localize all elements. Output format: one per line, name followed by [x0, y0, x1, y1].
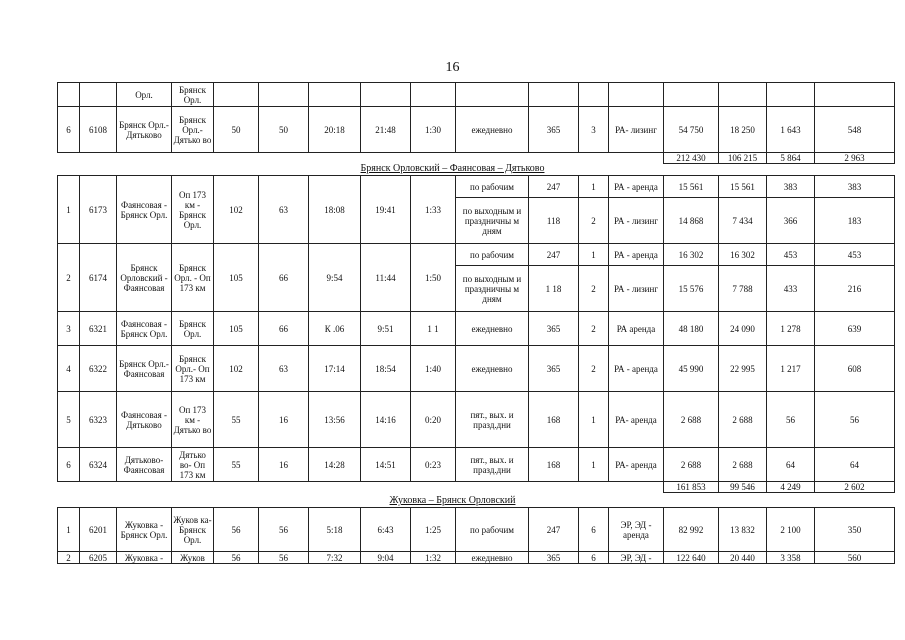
section-title-zhukovka-bryansk: Жуковка – Брянск Орловский: [389, 495, 516, 506]
cell-type: РА - аренда: [609, 244, 664, 266]
cell-count: 365: [529, 552, 579, 564]
schedule-table-1: [57, 82, 895, 164]
cell-dur: [411, 83, 456, 107]
totals-row: [58, 153, 895, 164]
cell-km1: [214, 83, 259, 107]
cell-type: ЭР, ЭД - аренда: [609, 508, 664, 552]
cell-route: Жуковка -: [117, 552, 172, 564]
cell-type: РА аренда: [609, 312, 664, 346]
cell-c1: 14 868: [664, 198, 719, 244]
cell-c2: 13 832: [719, 508, 767, 552]
cell-c2: 16 302: [719, 244, 767, 266]
cell-c4: 56: [815, 392, 895, 448]
table-row: [58, 83, 895, 107]
cell-type: РА- аренда: [609, 448, 664, 482]
cell-cars: 2: [579, 312, 609, 346]
cell-dep: [309, 83, 361, 107]
cell-dep: 17:14: [309, 346, 361, 392]
cell-cars: 2: [579, 198, 609, 244]
cell-type: ЭР, ЭД -: [609, 552, 664, 564]
cell-cars: 1: [579, 176, 609, 198]
cell-arr: 18:54: [361, 346, 411, 392]
cell-days: [456, 83, 529, 107]
cell-days: по выходным и праздничны м дням: [456, 266, 529, 312]
cell-cars: 2: [579, 346, 609, 392]
cell-n: 3: [58, 312, 80, 346]
cell-count: 365: [529, 312, 579, 346]
cell-arr: 21:48: [361, 107, 411, 153]
cell-cars: 3: [579, 107, 609, 153]
total-c4: 2 602: [815, 482, 895, 493]
totals-row: [58, 482, 895, 493]
cell-km2: 56: [259, 552, 309, 564]
cell-route: Фаянсовая - Брянск Орл.: [117, 312, 172, 346]
cell-c1: 2 688: [664, 392, 719, 448]
cell-c1: 48 180: [664, 312, 719, 346]
cell-count: 365: [529, 346, 579, 392]
cell-km1: 55: [214, 392, 259, 448]
cell-count: [529, 83, 579, 107]
total-c4: 2 963: [815, 153, 895, 164]
cell-km1: 102: [214, 346, 259, 392]
total-c3: 4 249: [767, 482, 815, 493]
cell-c3: 1 278: [767, 312, 815, 346]
cell-n: 6: [58, 107, 80, 153]
cell-route: Орл.: [117, 83, 172, 107]
cell-days: пят., вых. и празд.дни: [456, 392, 529, 448]
cell-days: ежедневно: [456, 107, 529, 153]
cell-km2: 63: [259, 176, 309, 244]
cell-n: 1: [58, 508, 80, 552]
cell-days: по рабочим: [456, 508, 529, 552]
cell-route-b: Брянск Орл. - Оп 173 км: [172, 244, 214, 312]
cell-km1: 102: [214, 176, 259, 244]
cell-km1: 105: [214, 312, 259, 346]
cell-km2: 16: [259, 448, 309, 482]
cell-train: 6201: [80, 508, 117, 552]
cell-km1: 55: [214, 448, 259, 482]
cell-km2: 16: [259, 392, 309, 448]
section-title-bryansk-fayansovaya: Брянск Орловский – Фаянсовая – Дятьково: [360, 163, 545, 174]
cell-c1: 2 688: [664, 448, 719, 482]
cell-type: РА - лизинг: [609, 198, 664, 244]
table-row: [58, 346, 895, 392]
cell-count: 247: [529, 176, 579, 198]
cell-arr: 6:43: [361, 508, 411, 552]
cell-km1: 56: [214, 508, 259, 552]
cell-c4: 560: [815, 552, 895, 564]
cell-cars: [579, 83, 609, 107]
cell-type: РА - лизинг: [609, 266, 664, 312]
cell-route: Дятьково- Фаянсовая: [117, 448, 172, 482]
cell-c2: 24 090: [719, 312, 767, 346]
cell-days: ежедневно: [456, 346, 529, 392]
cell-n: 2: [58, 552, 80, 564]
cell-c3: 1 217: [767, 346, 815, 392]
cell-dep: 14:28: [309, 448, 361, 482]
cell-c1: 122 640: [664, 552, 719, 564]
cell-c3: 433: [767, 266, 815, 312]
cell-count: 247: [529, 244, 579, 266]
cell-c4: 608: [815, 346, 895, 392]
cell-train: 6323: [80, 392, 117, 448]
cell-c3: 3 358: [767, 552, 815, 564]
cell-train: 6174: [80, 244, 117, 312]
cell-arr: 14:51: [361, 448, 411, 482]
cell-type: РА - аренда: [609, 346, 664, 392]
cell-days: по рабочим: [456, 244, 529, 266]
cell-route-b: Брянск Орл.: [172, 83, 214, 107]
cell-c3: [767, 83, 815, 107]
cell-dep: 7:32: [309, 552, 361, 564]
cell-train: [80, 83, 117, 107]
cell-arr: 9:04: [361, 552, 411, 564]
schedule-table-2: [57, 175, 895, 493]
schedule-table-3: [57, 507, 895, 564]
cell-type: [609, 83, 664, 107]
cell-train: 6205: [80, 552, 117, 564]
cell-arr: 19:41: [361, 176, 411, 244]
total-c1: 212 430: [664, 153, 719, 164]
cell-days: по рабочим: [456, 176, 529, 198]
cell-c3: 56: [767, 392, 815, 448]
cell-count: 365: [529, 107, 579, 153]
cell-c3: 64: [767, 448, 815, 482]
cell-dur: 1:25: [411, 508, 456, 552]
cell-cars: 1: [579, 448, 609, 482]
cell-km2: 56: [259, 508, 309, 552]
cell-dur: 1:33: [411, 176, 456, 244]
cell-c1: 82 992: [664, 508, 719, 552]
cell-c1: 54 750: [664, 107, 719, 153]
cell-c2: 15 561: [719, 176, 767, 198]
cell-route-b: Брянск Орл.: [172, 312, 214, 346]
cell-route-b: Дятько во- Оп 173 км: [172, 448, 214, 482]
cell-c4: 183: [815, 198, 895, 244]
cell-n: [58, 83, 80, 107]
cell-route: Брянск Орл.- Дятьково: [117, 107, 172, 153]
cell-c1: [664, 83, 719, 107]
total-c3: 5 864: [767, 153, 815, 164]
cell-c3: 1 643: [767, 107, 815, 153]
table-row: [58, 244, 895, 266]
cell-cars: 6: [579, 552, 609, 564]
cell-dep: 9:54: [309, 244, 361, 312]
cell-n: 2: [58, 244, 80, 312]
cell-km2: 66: [259, 312, 309, 346]
cell-count: 168: [529, 448, 579, 482]
cell-dep: 20:18: [309, 107, 361, 153]
table-row: [58, 392, 895, 448]
cell-c2: 7 788: [719, 266, 767, 312]
cell-n: 1: [58, 176, 80, 244]
cell-km2: 63: [259, 346, 309, 392]
table-row: [58, 312, 895, 346]
cell-dep: 18:08: [309, 176, 361, 244]
cell-dep: 13:56: [309, 392, 361, 448]
cell-c3: 383: [767, 176, 815, 198]
cell-dur: 1:32: [411, 552, 456, 564]
cell-n: 6: [58, 448, 80, 482]
cell-route: Жуковка - Брянск Орл.: [117, 508, 172, 552]
cell-cars: 2: [579, 266, 609, 312]
cell-dur: 1 1: [411, 312, 456, 346]
cell-c2: 2 688: [719, 448, 767, 482]
cell-train: 6173: [80, 176, 117, 244]
cell-n: 4: [58, 346, 80, 392]
cell-days: по выходным и праздничны м дням: [456, 198, 529, 244]
table-row: [58, 107, 895, 153]
cell-c4: 216: [815, 266, 895, 312]
cell-c3: 2 100: [767, 508, 815, 552]
cell-km2: 50: [259, 107, 309, 153]
cell-c3: 453: [767, 244, 815, 266]
cell-cars: 6: [579, 508, 609, 552]
cell-km1: 50: [214, 107, 259, 153]
cell-c2: 20 440: [719, 552, 767, 564]
cell-route-b: Оп 173 км - Брянск Орл.: [172, 176, 214, 244]
cell-km2: [259, 83, 309, 107]
cell-km1: 105: [214, 244, 259, 312]
total-c1: 161 853: [664, 482, 719, 493]
cell-c4: 383: [815, 176, 895, 198]
cell-cars: 1: [579, 392, 609, 448]
cell-c4: 64: [815, 448, 895, 482]
cell-dur: 1:40: [411, 346, 456, 392]
cell-count: 1 18: [529, 266, 579, 312]
cell-count: 168: [529, 392, 579, 448]
total-c2: 106 215: [719, 153, 767, 164]
total-c2: 99 546: [719, 482, 767, 493]
cell-count: 118: [529, 198, 579, 244]
cell-train: 6321: [80, 312, 117, 346]
cell-dur: 1:30: [411, 107, 456, 153]
cell-c1: 15 561: [664, 176, 719, 198]
table-row: [58, 176, 895, 198]
cell-arr: [361, 83, 411, 107]
cell-route: Фаянсовая - Брянск Орл.: [117, 176, 172, 244]
cell-dur: 1:50: [411, 244, 456, 312]
cell-route: Брянск Орловский - Фаянсовая: [117, 244, 172, 312]
table-row: [58, 448, 895, 482]
page-number: 16: [445, 60, 460, 75]
cell-route-b: Жуков ка- Брянск Орл.: [172, 508, 214, 552]
cell-route-b: Брянск Орл.- Дятько во: [172, 107, 214, 153]
cell-route: Фаянсовая - Дятьково: [117, 392, 172, 448]
cell-dur: 0:20: [411, 392, 456, 448]
cell-train: 6324: [80, 448, 117, 482]
cell-train: 6108: [80, 107, 117, 153]
cell-c1: 15 576: [664, 266, 719, 312]
cell-dep: 5:18: [309, 508, 361, 552]
cell-route-b: Брянск Орл.- Оп 173 км: [172, 346, 214, 392]
cell-c4: 350: [815, 508, 895, 552]
table-row: [58, 552, 895, 564]
cell-c1: 16 302: [664, 244, 719, 266]
cell-cars: 1: [579, 244, 609, 266]
table-row: [58, 508, 895, 552]
cell-type: РА - аренда: [609, 176, 664, 198]
cell-c2: 18 250: [719, 107, 767, 153]
cell-route: Брянск Орл.- Фаянсовая: [117, 346, 172, 392]
cell-days: ежедневно: [456, 312, 529, 346]
cell-dep: К .06: [309, 312, 361, 346]
cell-c4: [815, 83, 895, 107]
cell-type: РА- лизинг: [609, 107, 664, 153]
cell-count: 247: [529, 508, 579, 552]
cell-km2: 66: [259, 244, 309, 312]
cell-n: 5: [58, 392, 80, 448]
cell-arr: 9:51: [361, 312, 411, 346]
cell-c3: 366: [767, 198, 815, 244]
cell-arr: 11:44: [361, 244, 411, 312]
cell-c2: 7 434: [719, 198, 767, 244]
cell-c2: 2 688: [719, 392, 767, 448]
cell-c1: 45 990: [664, 346, 719, 392]
cell-days: ежедневно: [456, 552, 529, 564]
cell-c4: 453: [815, 244, 895, 266]
cell-dur: 0:23: [411, 448, 456, 482]
cell-c4: 548: [815, 107, 895, 153]
cell-days: пят., вых. и празд.дни: [456, 448, 529, 482]
cell-route-b: Оп 173 км - Дятько во: [172, 392, 214, 448]
cell-arr: 14:16: [361, 392, 411, 448]
cell-route-b: Жуков: [172, 552, 214, 564]
cell-c4: 639: [815, 312, 895, 346]
cell-c2: [719, 83, 767, 107]
cell-km1: 56: [214, 552, 259, 564]
cell-c2: 22 995: [719, 346, 767, 392]
cell-type: РА- аренда: [609, 392, 664, 448]
cell-train: 6322: [80, 346, 117, 392]
